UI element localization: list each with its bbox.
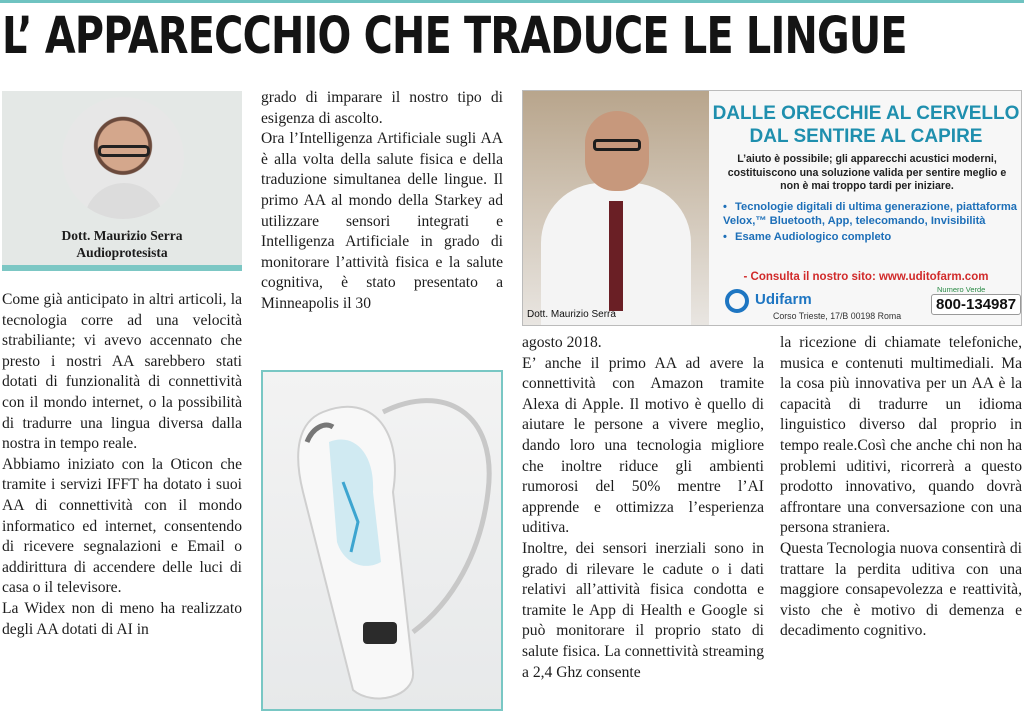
author-role: Audioprotesista: [76, 245, 168, 260]
author-credit: [2, 227, 242, 261]
author-box: [2, 91, 242, 271]
top-accent-line: [0, 0, 1024, 3]
ad-doctor-photo: [523, 91, 709, 326]
col1-paragraph-2: Abbiamo iniziato con la Oticon che tramite i servizi IFFT ha dotato i suoi AA di connettività con il mondo informatico ed internet, consentendo di ricevere segnalazioni e Email o addirittura di accendere delle luci di casa o il televisore.: [2, 455, 242, 597]
ad-photo-caption: Dott. Maurizio Serra: [527, 309, 616, 320]
ad-feature-item: • Esame Audiologico completo: [723, 231, 892, 243]
article-column-2: [261, 88, 503, 315]
bullet-icon: •: [723, 201, 727, 213]
ad-address: Corso Trieste, 17/B 00198 Roma: [773, 311, 902, 321]
ad-feature-item: • Tecnologie digitali di ultima generazione, piattaforma Velox,™ Bluetooth, App, telecomando, Invisibilità: [723, 201, 1018, 227]
col2-paragraph-2: Ora l’Intelligenza Artificiale sugli AA è alla volta della salute fisica e della traduzione simultanea delle lingue. Il primo AA al mondo della Starkey ad utilizzare sensori integrati e Intelligenza Artificiale in grado di monitorare l’attività fisica e la salute cognitiva, è stato presentato a Minneapolis il 30: [261, 130, 503, 312]
udifarm-logo-icon: [725, 289, 749, 313]
col1-paragraph-1: Come già anticipato in altri articoli, la tecnologia corre ad una velocità strabiliante; vi avevo accennato che presto i nostri AA sarebbero stati dotati di funzionalità di connettività con il mondo internet, o la possibilità di tradurre una lingua diversa dalla nostra in tempo reale.: [2, 291, 242, 453]
ad-text-panel: [709, 91, 1022, 326]
col1-paragraph-3: La Widex non di meno ha realizzato degli AA dotati di AI in: [2, 599, 242, 638]
article-column-1: [2, 290, 242, 640]
article-column-3: [522, 333, 764, 683]
ad-phone-number[interactable]: 800-134987: [931, 294, 1021, 315]
ad-website-link[interactable]: - Consulta il nostro sito: www.uditofarm.com: [743, 271, 989, 283]
ad-phone-label: Numero Verde: [937, 285, 986, 294]
col3-paragraph-2: E’ anche il primo AA ad avere la connettività con Amazon tramite Alexa di Apple. Il motivo è quello di aiutare le persone a vivere meglio, dando loro una tecnologia migliore che inoltre riduce gli ambienti rumorosi del 50% mentre l’AI apprende e ottimizza l’esperienza uditiva.: [522, 354, 764, 537]
ad-title-line-2: DAL SENTIRE AL CAPIRE: [749, 126, 983, 147]
ad-feature-list: [723, 201, 1017, 248]
col3-paragraph-1: agosto 2018.: [522, 334, 602, 351]
article-column-4: [780, 333, 1022, 642]
col2-paragraph-1: grado di imparare il nostro tipo di esigenza di ascolto.: [261, 89, 503, 127]
col4-paragraph-2: Questa Tecnologia nuova consentirà di trattare la perdita uditiva con una maggiore consapevolezza e reattività, visto che è motivo di demenza e decadimento cognitivo.: [780, 539, 1022, 640]
article-headline: L’ APPARECCHIO CHE TRADUCE LE LINGUE: [2, 7, 907, 66]
advertisement: [522, 90, 1022, 326]
author-photo: [62, 97, 184, 219]
ad-intro-text: L’aiuto è possibile; gli apparecchi acustici moderni, costituiscono una soluzione valida per sentire meglio e non è mai troppo tardi per iniziare.: [727, 153, 1007, 192]
ad-title-line-1: DALLE ORECCHIE AL CERVELLO: [712, 103, 1020, 124]
hearing-aid-image: [261, 370, 503, 711]
col3-paragraph-3: Inoltre, dei sensori inerziali sono in grado di rilevare le cadute o i dati relativi all’attività fisica condotta e tramite le App di Health e Google si può monitorare il proprio stato di salute fisica. La connettività streaming a 2,4 Ghz consente: [522, 539, 764, 681]
col4-paragraph-1: la ricezione di chiamate telefoniche, musica e contenuti multimediali. Ma la cosa più innovativa per un AA è la capacità di tradurre un idioma linguistico diverso dal proprio in tempo reale.Così che anche chi non ha problemi uditivi, ricorrerà a questo prodotto innovativo, quando dovrà affrontare una conversazione con una persona straniera.: [780, 334, 1022, 537]
ad-brand-name: Udifarm: [755, 291, 812, 308]
bullet-icon: •: [723, 231, 727, 243]
author-name: Dott. Maurizio Serra: [61, 228, 183, 243]
